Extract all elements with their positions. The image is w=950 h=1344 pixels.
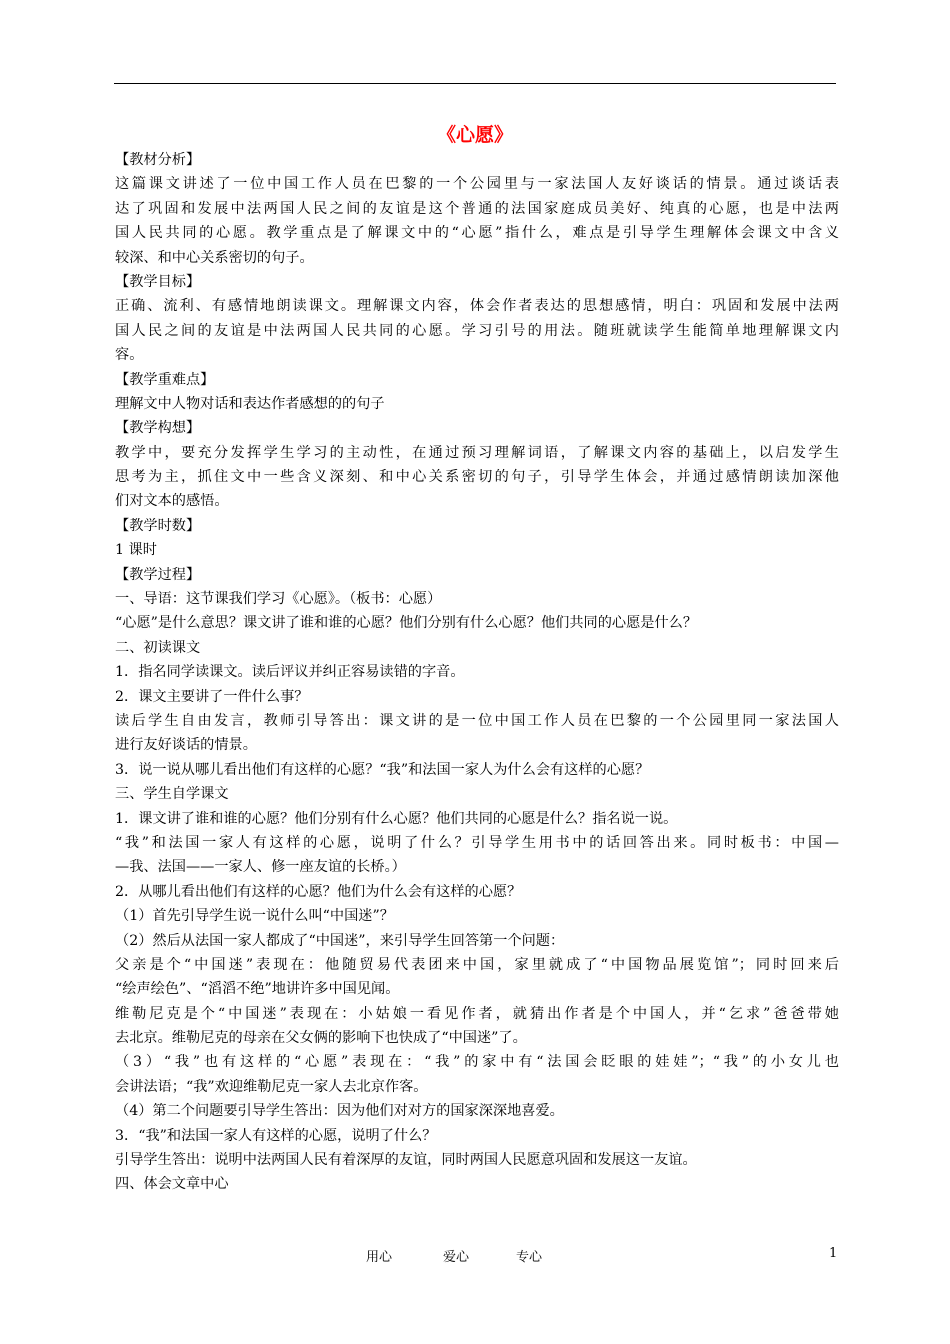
text-line: （2）然后从法国一家人都成了“中国迷”，来引导学生回答第一个问题：	[115, 932, 565, 949]
text-line: 父亲是个“中国迷”表现在：他随贸易代表团来中国，家里就成了“中国物品展览馆”；同时回来后	[115, 956, 839, 973]
text-line: 2．从哪儿看出他们有这样的心愿？他们为什么会有这样的心愿？	[115, 883, 522, 900]
text-line: 2．课文主要讲了一件什么事？	[115, 688, 309, 705]
text-line: 二、初读课文	[115, 639, 201, 656]
text-line: 国人民之间的友谊是中法两国人民共同的心愿。学习引号的用法。随班就读学生能简单地理解课文内	[115, 322, 839, 339]
text-line: 思考为主，抓住文中一些含义深刻、和中心关系密切的句子，引导学生体会，并通过感情朗读加深他	[115, 469, 839, 486]
header-rule	[114, 83, 836, 84]
footer-item-3: 专心	[516, 1250, 543, 1265]
document-body	[115, 148, 839, 1197]
text-line: 理解文中人物对话和表达作者感想的的句子	[115, 395, 385, 412]
text-line: —我、法国——一家人、修一座友谊的长桥。）	[115, 859, 406, 876]
text-line: 【教学时数】	[115, 517, 201, 534]
text-line: 1 课时	[115, 542, 157, 559]
text-line: 容。	[115, 347, 144, 364]
text-line: 们对文本的感悟。	[115, 493, 229, 510]
text-line: （3）“我”也有这样的“心愿”表现在：“我”的家中有“法国会眨眼的娃娃”；“我”的小女儿也	[115, 1054, 839, 1071]
text-line: 【教学构想】	[115, 420, 201, 437]
text-line: 引导学生答出：说明中法两国人民有着深厚的友谊，同时两国人民愿意巩固和发展这一友谊。	[115, 1152, 697, 1169]
text-line: 【教材分析】	[115, 152, 201, 168]
text-line: “我”和法国一家人有这样的心愿，说明了什么？引导学生用书中的话回答出来。同时板书：中国—	[115, 834, 839, 851]
text-line: 读后学生自由发言，教师引导答出：课文讲的是一位中国工作人员在巴黎的一个公园里同一家法国人	[115, 712, 839, 729]
footer-item-2: 爱心	[443, 1250, 470, 1265]
text-line: 进行友好谈话的情景。	[115, 737, 257, 754]
text-line: 正确、流利、有感情地朗读课文。理解课文内容，体会作者表达的思想感情，明白：巩固和发展中法两	[115, 298, 839, 315]
text-line: 三、学生自学课文	[115, 786, 229, 803]
text-line: 【教学重难点】	[115, 371, 215, 388]
text-line: 【教学过程】	[115, 566, 201, 583]
text-line: （1）首先引导学生说一说什么叫“中国迷”？	[115, 908, 394, 925]
text-line: 较深、和中心关系密切的句子。	[115, 249, 314, 266]
text-line: 国人民共同的心愿。教学重点是了解课文中的“心愿”指什么，难点是引导学生理解体会课文中含义	[115, 225, 839, 242]
text-line: （4）第二个问题要引导学生答出：因为他们对对方的国家深深地喜爱。	[115, 1103, 564, 1120]
text-line: 1．指名同学读课文。读后评议并纠正容易读错的字音。	[115, 664, 465, 681]
page-footer	[0, 1246, 950, 1268]
text-line: 达了巩固和发展中法两国人民之间的友谊是这个普通的法国家庭成员美好、纯真的心愿，也是中法两	[115, 200, 839, 217]
text-line: 3．“我”和法国一家人有这样的心愿，说明了什么？	[115, 1127, 437, 1144]
document-title: 《心愿》	[436, 124, 513, 146]
text-line: “绘声绘色”、“滔滔不绝”地讲许多中国见闻。	[115, 981, 400, 998]
text-line: 1．课文讲了谁和谁的心愿？他们分别有什么心愿？他们共同的心愿是什么？指名说一说。	[115, 810, 678, 827]
text-line: 去北京。维勒尼克的母亲在父女俩的影响下也快成了“中国迷”了。	[115, 1030, 527, 1047]
footer-item-1: 用心	[366, 1250, 393, 1265]
text-line: 会讲法语；“我”欢迎维勒尼克一家人去北京作客。	[115, 1078, 428, 1095]
text-line: 四、体会文章中心	[115, 1176, 229, 1193]
text-line: 教学中，要充分发挥学生学习的主动性，在通过预习理解词语，了解课文内容的基础上，以启发学生	[115, 444, 839, 461]
text-line: “心愿”是什么意思？课文讲了谁和谁的心愿？他们分别有什么心愿？他们共同的心愿是什么？	[115, 615, 698, 632]
text-line: 这篇课文讲述了一位中国工作人员在巴黎的一个公园里与一家法国人友好谈话的情景。通过谈话表	[115, 176, 839, 193]
text-line: 一、导语：这节课我们学习《心愿》。（板书：心愿）	[115, 591, 442, 608]
page-number: 1	[829, 1246, 838, 1261]
text-line: 维勒尼克是个“中国迷”表现在：小姑娘一看见作者，就猜出作者是个中国人，并“乞求”爸爸带她	[115, 1005, 839, 1022]
text-line: 3．说一说从哪儿看出他们有这样的心愿？“我”和法国一家人为什么会有这样的心愿？	[115, 761, 650, 778]
text-line: 【教学目标】	[115, 273, 201, 290]
